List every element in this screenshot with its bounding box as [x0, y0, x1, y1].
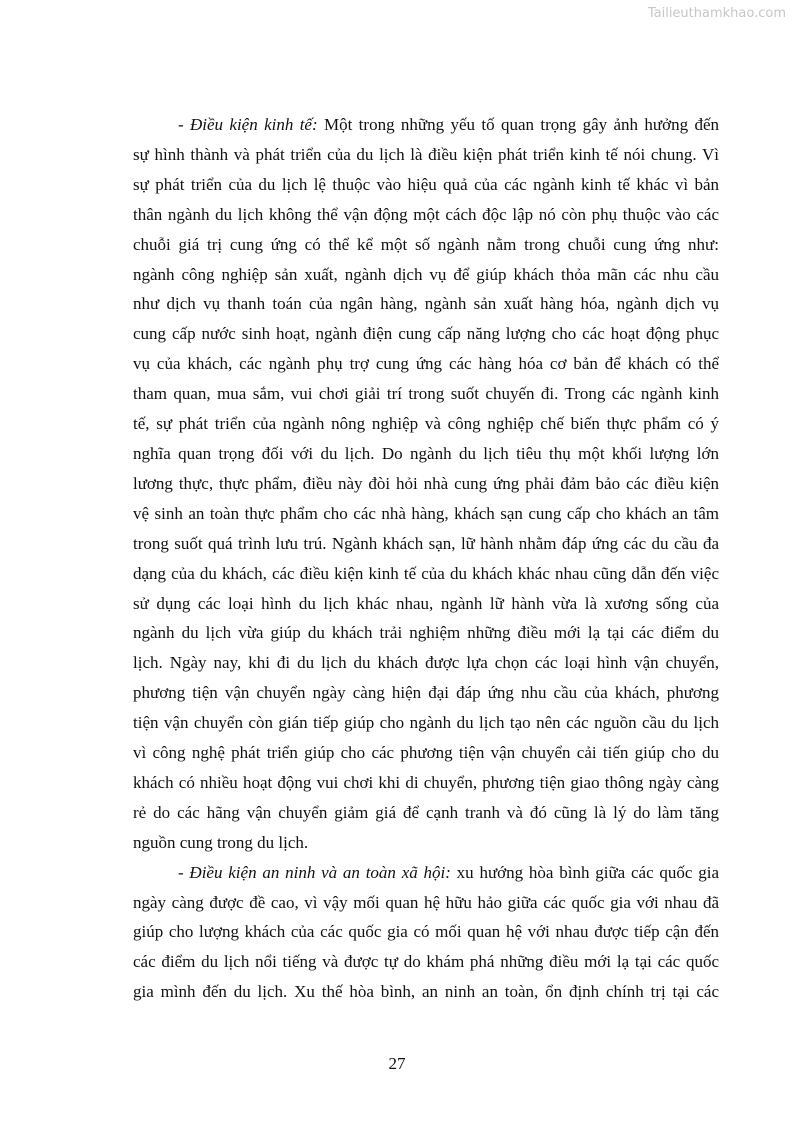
line-text: Một trong những yếu tố quan trọng gây ảnh hưởng đến — [317, 115, 720, 134]
text-line: chuỗi giá trị cung ứng có thể kể một số ngành nằm trong chuỗi cung ứng như: — [133, 234, 719, 254]
text-line: cung cấp nước sinh hoạt, ngành điện cung cấp năng lượng cho các hoạt động phục — [133, 324, 719, 344]
text-line: như dịch vụ thanh toán của ngân hàng, ngành sản xuất hàng hóa, ngành dịch vụ — [133, 294, 719, 314]
text-line: sử dụng các loại hình du lịch khác nhau, ngành lữ hành vừa là xương sống của — [133, 593, 719, 613]
paragraph-economic-conditions — [133, 110, 719, 858]
paragraph-lead: - Điều kiện an ninh và an toàn xã hội: — [178, 862, 451, 882]
text-line: vệ sinh an toàn thực phẩm cho các nhà hàng, khách sạn cung cấp cho khách an tâm — [133, 503, 719, 523]
text-line: lịch. Ngày nay, khi đi du lịch du khách được lựa chọn các loại hình vận chuyển, — [133, 653, 719, 673]
line-text: xu hướng hòa bình giữa các quốc gia — [450, 862, 719, 882]
text-line: nguồn cung trong du lịch. — [133, 832, 309, 852]
text-line: dạng của du khách, các điều kiện kinh tế của du khách khác nhau cũng dẫn đến việc — [133, 563, 719, 583]
text-line: tế, sự phát triển của ngành nông nghiệp và công nghiệp chế biến thực phẩm có ý — [133, 414, 719, 434]
text-line: sự phát triển của du lịch lệ thuộc vào hiệu quả của các ngành kinh tế khác vì bản — [133, 174, 719, 194]
text-line: tiện vận chuyển còn gián tiếp giúp cho ngành du lịch tạo nên các nguồn cầu du lịch — [133, 713, 719, 733]
text-line — [133, 110, 719, 140]
text-line: vụ của khách, các ngành phụ trợ cung ứng các hàng hóa cơ bản để khách có thể — [133, 354, 719, 374]
paragraph-security-conditions — [133, 858, 719, 1008]
text-line — [133, 858, 719, 888]
text-line: sự hình thành và phát triển của du lịch là điều kiện phát triển kinh tế nói chung. Vì — [133, 144, 719, 164]
paragraph-lead: - Điều kiện kinh tế: — [178, 115, 318, 134]
text-line: giúp cho lượng khách của các quốc gia có mối quan hệ với nhau được tiếp cận đến — [133, 922, 719, 942]
text-line: phương tiện vận chuyển ngày càng hiện đại đáp ứng nhu cầu của khách, phương — [133, 683, 719, 703]
text-line: gia mình đến du lịch. Xu thế hòa bình, an ninh an toàn, ổn định chính trị tại các — [133, 982, 719, 1002]
text-line: vì công nghệ phát triển giúp cho các phương tiện vận chuyển cải tiến giúp cho du — [133, 743, 719, 763]
text-line: trong suốt quá trình lưu trú. Ngành khách sạn, lữ hành nhằm đáp ứng các du cầu đa — [133, 533, 719, 553]
text-line: nghĩa quan trọng đối với du lịch. Do ngành du lịch tiêu thụ một khối lượng lớn — [133, 443, 719, 463]
text-line: thân ngành du lịch không thể vận động một cách độc lập nó còn phụ thuộc vào các — [133, 204, 719, 224]
document-body — [133, 110, 719, 1007]
text-line: tham quan, mua sắm, vui chơi giải trí trong suốt chuyến đi. Trong các ngành kinh — [133, 384, 719, 404]
watermark: Tailieuthamkhao.com — [647, 6, 786, 21]
text-line: ngành du lịch vừa giúp du khách trải nghiệm những điều mới lạ tại các điểm du — [133, 623, 719, 643]
text-line: ngày càng được đề cao, vì vậy mối quan hệ hữu hảo giữa các quốc gia với nhau đã — [133, 892, 719, 912]
page-number: 27 — [388, 1054, 406, 1073]
text-line: lương thực, thực phẩm, điều này đòi hỏi nhà cung ứng phải đảm bảo các điều kiện — [133, 473, 719, 493]
text-line: ngành công nghiệp sản xuất, ngành dịch vụ để giúp khách thỏa mãn các nhu cầu — [133, 264, 719, 284]
text-line: các điểm du lịch nổi tiếng và được tự do khám phá những điều mới lạ tại các quốc — [133, 952, 719, 972]
text-line: rẻ do các hãng vận chuyển giảm giá để cạnh tranh và đó cũng là lý do làm tăng — [133, 802, 719, 822]
text-line: khách có nhiều hoạt động vui chơi khi di chuyển, phương tiện giao thông ngày càng — [133, 772, 719, 792]
